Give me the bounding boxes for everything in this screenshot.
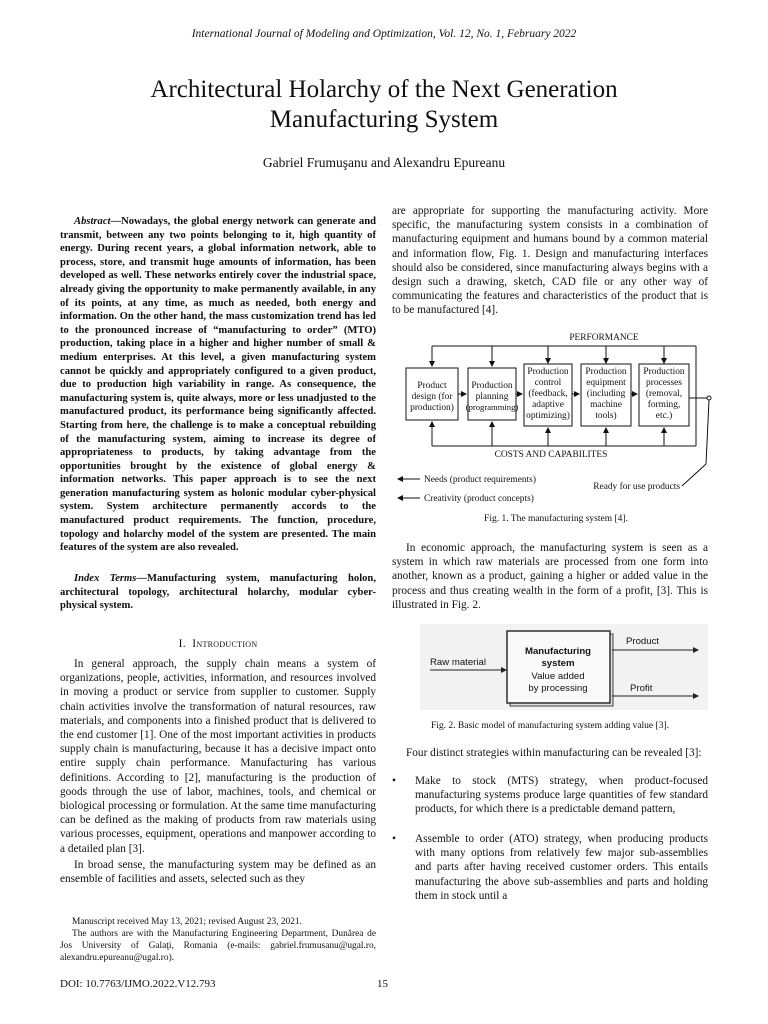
footnotes — [60, 916, 376, 964]
index-terms-label: Index Terms — [74, 573, 137, 584]
bullet-item: • Make to stock (MTS) strategy, when product-focused manufacturing systems produce large quantities of few standard products, for which there is a predictable demand pattern, — [392, 775, 708, 816]
paper-title — [84, 75, 684, 135]
fig1-box-text: equipment — [586, 378, 626, 388]
fig2-raw-material: Raw material — [430, 657, 486, 668]
index-terms-text: —Manufacturing system, manufacturing holon, architectural topology, architectural holarchy, modular cyber-physical system. — [60, 573, 376, 612]
fig1-box-text: adaptive — [532, 400, 564, 410]
page-number: 15 — [377, 978, 388, 990]
bullet-item: • Assemble to order (ATO) strategy, when producing products with many options from relatively few major sub-assemblies and parts after having received customer orders. This entails manufacturing the above sub-assemblies and parts and holding them in stock until a — [392, 833, 708, 902]
fig2-box-sub: Value added — [531, 671, 585, 682]
bullet-dot-icon: • — [392, 775, 396, 787]
fig1-box-text: Production — [643, 367, 685, 377]
fig1-box-text: Production — [527, 367, 569, 377]
fig1-costs-label: COSTS AND CAPABILITES — [494, 450, 608, 460]
abstract-text: —Nowadays, the global energy network can generate and transmit, between any two points belonging to it, high quantity of energy. During recent years, a global information network, able to process, store, and transmit huge amounts of information, has been developed as well. These networks entirely cover the industrial space, already giving the opportunity to make permanently available, in any of its points, at any time, as much as needed, both energy and information. On the other hand, the mass customization trend has led to the pronounced increase of “manufacturing to order” (MTO) production, taking place in a higher and higher number of small & medium enterprises. At this level, a given manufacturing system cannot be quickly and appropriately configured to a given product, due to production high variability in range. As consequence, the manufacturing system is, quite always, more or less unadjusted to the manufactured product, its performance being significantly affected. Starting from here, the challenge is to make a conceptual rebuilding of the manufacturing system, aiming to increase its degree of appropriateness to products, by taking advantage from the opportunities brought by the existence of global energy & information networks. This paper approach is to see the next generation manufacturing system as holonic modular cyber-physical system. System architecture permanently accords to the manufactured product requirements. The function, procedure, topology and holarchy model of the system are presented. The main features of the system are also revealed. — [60, 216, 376, 554]
section-number: I. — [178, 638, 186, 650]
fig1-box-text: planning — [475, 392, 509, 402]
fig2-box-sub: by processing — [528, 683, 588, 694]
right-paragraph-2: In economic approach, the manufacturing system is seen as a system in which raw materials are processed from one form into another, known as a product, gaining a higher or added value in the process and thus creating wealth in the form of a profit, [3]. This is illustrated in Fig. 2. — [392, 542, 708, 611]
fig1-box-text: (feedback, — [528, 389, 568, 399]
fig1-creativity-label: Creativity (product concepts) — [424, 494, 534, 504]
section-title: Introduction — [192, 638, 258, 650]
fig1-box-text: Production — [585, 367, 627, 377]
fig1-ready-label: Ready for use products — [593, 482, 680, 492]
intro-paragraph: In general approach, the supply chain means a system of organizations, people, activities, information, and resources involved in moving a product or service from supplier to customer. Supply chain activities involve the transformation of natural resources, raw materials, and components into a finished product that is delivered to the end customer [1]. One of the most important activities in products supply chain is manufacturing, because it has a decisive impact onto entire supply chain performance. Manufacturing has various definitions. According to [2], manufacturing is the production of goods through the use of labor, machines, tools, and chemical or biological processing or formulation. At the same time manufacturing can be defined as the making of products from raw materials using various processes, equipment, operations and manpower according to a detailed plan [3]. — [60, 658, 376, 855]
title-line-1: Architectural Holarchy of the Next Generation — [150, 76, 618, 103]
figure-2-caption: Fig. 2. Basic model of manufacturing system adding value [3]. — [431, 721, 669, 731]
title-line-2: Manufacturing System — [269, 106, 499, 133]
fig1-box-text: etc.) — [655, 411, 673, 421]
journal-header: International Journal of Modeling and Optimization, Vol. 12, No. 1, February 2022 — [191, 28, 577, 40]
fig1-box-text: Production — [471, 381, 513, 391]
index-terms — [60, 572, 376, 613]
fig1-box-text: design (for — [411, 392, 453, 402]
fig2-profit: Profit — [630, 683, 653, 694]
fig1-box-text: control — [534, 378, 562, 388]
right-paragraph-3: Four distinct strategies within manufacturing can be revealed [3]: — [406, 747, 702, 759]
abstract — [60, 215, 376, 555]
bullet-dot-icon: • — [392, 833, 396, 845]
fig1-box-text: Product — [417, 381, 447, 391]
figure-1-caption: Fig. 1. The manufacturing system [4]. — [484, 514, 628, 524]
author-list: Gabriel Frumuşanu and Alexandru Epureanu — [262, 155, 506, 170]
fig1-needs-label: Needs (product requirements) — [424, 475, 536, 485]
fig1-box-text: (programming) — [465, 402, 519, 412]
fig1-box-text: optimizing) — [526, 411, 570, 421]
fig2-box-title: Manufacturing — [524, 646, 592, 657]
figure-1-manufacturing-system — [396, 330, 716, 530]
fig1-box-text: (removal, — [645, 389, 683, 399]
footnote: The authors are with the Manufacturing Engineering Department, Dunărea de Jos University of Galaţi, Romania (e-mails: gabriel.frumusanu@ugal.ro, alexandru.epureanu@ugal.ro). — [60, 929, 376, 963]
fig1-box-text: processes — [646, 378, 682, 388]
fig2-box-title: system — [541, 658, 575, 669]
fig1-box-text: machine — [590, 400, 622, 410]
fig1-box-text: tools) — [595, 411, 617, 421]
doi: DOI: 10.7763/IJMO.2022.V12.793 — [60, 978, 216, 990]
fig1-box-text: (including — [586, 389, 626, 399]
abstract-label: Abstract — [74, 216, 111, 227]
introduction-body — [60, 657, 376, 886]
figure-2-value-model — [420, 624, 708, 710]
footnote: Manuscript received May 13, 2021; revised August 23, 2021. — [72, 917, 302, 927]
fig2-product: Product — [626, 636, 660, 647]
fig1-box-text: forming, — [647, 400, 681, 410]
fig1-box-text: production) — [410, 403, 454, 413]
section-heading — [60, 638, 376, 650]
right-paragraph-1: are appropriate for supporting the manufacturing activity. More specific, the manufacturing system consists in a combination of manufacturing equipment and humans bound by a common material and information flow, Fig. 1. Design and manufacturing interfaces should also be considered, since manufacturing always begins with a design such a drawing, sketch, CAD file or any other way of communicating the features and characteristics of the product that is to be manufactured [4]. — [392, 205, 708, 317]
fig1-performance-label: PERFORMANCE — [569, 333, 639, 343]
intro-paragraph: In broad sense, the manufacturing system may be defined as an ensemble of facilities and assets, selected such as they — [60, 858, 376, 886]
